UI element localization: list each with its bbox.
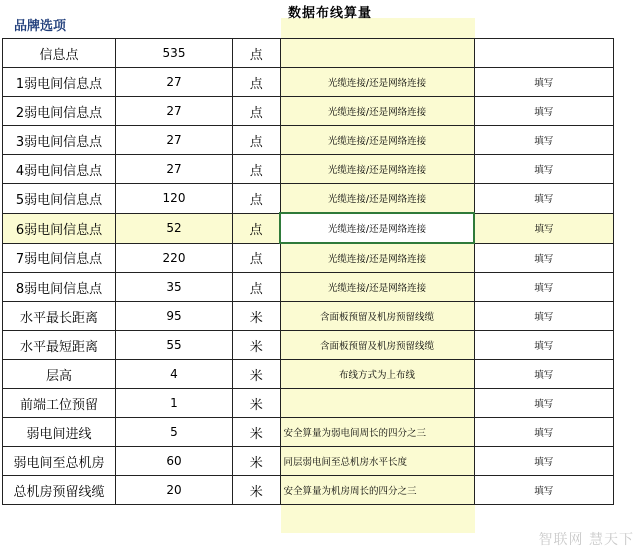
row-label[interactable]: 信息点 (3, 39, 116, 68)
row-value[interactable]: 27 (116, 97, 233, 126)
row-note[interactable]: 光缆连接/还是网络连接 (280, 273, 474, 302)
row-action[interactable]: 填写 (474, 213, 614, 243)
row-label[interactable]: 水平最短距离 (3, 331, 116, 360)
row-action[interactable]: 填写 (474, 273, 614, 302)
row-unit[interactable]: 米 (233, 418, 281, 447)
row-note[interactable]: 光缆连接/还是网络连接 (280, 155, 474, 184)
row-note[interactable]: 布线方式为上布线 (280, 360, 474, 389)
row-note[interactable]: 光缆连接/还是网络连接 (280, 126, 474, 155)
row-action[interactable]: 填写 (474, 476, 614, 505)
table-row (3, 447, 614, 476)
row-unit[interactable]: 点 (233, 213, 281, 243)
table-row (3, 126, 614, 155)
row-action[interactable]: 填写 (474, 155, 614, 184)
row-value[interactable]: 52 (116, 213, 233, 243)
row-unit[interactable]: 米 (233, 331, 281, 360)
row-value[interactable]: 27 (116, 126, 233, 155)
row-value[interactable]: 20 (116, 476, 233, 505)
row-unit[interactable]: 点 (233, 243, 281, 273)
table-row (3, 360, 614, 389)
table-row (3, 243, 614, 273)
data-table (2, 38, 614, 505)
row-note[interactable]: 同层弱电间至总机房水平长度 (280, 447, 474, 476)
watermark-text: 智联网 慧天下 (538, 532, 634, 548)
row-unit[interactable]: 点 (233, 126, 281, 155)
row-label[interactable]: 3弱电间信息点 (3, 126, 116, 155)
row-action[interactable] (474, 39, 614, 68)
table-row (3, 418, 614, 447)
sheet-title: 数据布线算量 (287, 6, 372, 21)
row-note[interactable]: 光缆连接/还是网络连接 (280, 97, 474, 126)
row-value[interactable]: 27 (116, 68, 233, 97)
table-row (3, 302, 614, 331)
row-label[interactable]: 6弱电间信息点 (3, 213, 116, 243)
row-unit[interactable]: 点 (233, 97, 281, 126)
row-note[interactable]: 含面板预留及机房预留线缆 (280, 302, 474, 331)
row-label[interactable]: 弱电间至总机房 (3, 447, 116, 476)
row-value[interactable]: 55 (116, 331, 233, 360)
row-label[interactable]: 7弱电间信息点 (3, 243, 116, 273)
table-row-selected (3, 213, 614, 243)
row-note[interactable]: 含面板预留及机房预留线缆 (280, 331, 474, 360)
row-note[interactable] (280, 389, 474, 418)
row-unit[interactable]: 点 (233, 155, 281, 184)
row-label[interactable]: 总机房预留线缆 (3, 476, 116, 505)
row-note[interactable] (280, 39, 474, 68)
row-label[interactable]: 水平最长距离 (3, 302, 116, 331)
row-value[interactable]: 4 (116, 360, 233, 389)
row-note[interactable]: 光缆连接/还是网络连接 (280, 184, 474, 214)
row-label[interactable]: 2弱电间信息点 (3, 97, 116, 126)
row-note[interactable]: 光缆连接/还是网络连接 (280, 68, 474, 97)
row-value[interactable]: 120 (116, 184, 233, 214)
row-value[interactable]: 27 (116, 155, 233, 184)
row-action[interactable]: 填写 (474, 331, 614, 360)
row-note[interactable]: 安全算量为弱电间周长的四分之三 (280, 418, 474, 447)
row-label[interactable]: 前端工位预留 (3, 389, 116, 418)
selected-cell[interactable]: 光缆连接/还是网络连接 (280, 213, 474, 243)
row-value[interactable]: 95 (116, 302, 233, 331)
row-label[interactable]: 1弱电间信息点 (3, 68, 116, 97)
row-unit[interactable]: 点 (233, 273, 281, 302)
row-unit[interactable]: 米 (233, 476, 281, 505)
row-label[interactable]: 4弱电间信息点 (3, 155, 116, 184)
row-label[interactable]: 弱电间进线 (3, 418, 116, 447)
row-unit[interactable]: 米 (233, 302, 281, 331)
table-row (3, 273, 614, 302)
row-value[interactable]: 60 (116, 447, 233, 476)
row-action[interactable]: 填写 (474, 184, 614, 214)
row-label[interactable]: 层高 (3, 360, 116, 389)
row-value[interactable]: 35 (116, 273, 233, 302)
row-action[interactable]: 填写 (474, 360, 614, 389)
table-row (3, 68, 614, 97)
row-value[interactable]: 5 (116, 418, 233, 447)
row-action[interactable]: 填写 (474, 126, 614, 155)
row-action[interactable]: 填写 (474, 302, 614, 331)
row-action[interactable]: 填写 (474, 97, 614, 126)
brand-options-label: 品牌选项 (14, 19, 67, 34)
row-value[interactable]: 220 (116, 243, 233, 273)
row-action[interactable]: 填写 (474, 243, 614, 273)
table-row (3, 331, 614, 360)
row-label[interactable]: 5弱电间信息点 (3, 184, 116, 214)
row-value[interactable]: 535 (116, 39, 233, 68)
table-row (3, 97, 614, 126)
row-unit[interactable]: 米 (233, 360, 281, 389)
row-action[interactable]: 填写 (474, 389, 614, 418)
row-unit[interactable]: 点 (233, 68, 281, 97)
table-row (3, 155, 614, 184)
table-row (3, 39, 614, 68)
table-row (3, 184, 614, 214)
table-row (3, 476, 614, 505)
row-label[interactable]: 8弱电间信息点 (3, 273, 116, 302)
row-value[interactable]: 1 (116, 389, 233, 418)
row-unit[interactable]: 米 (233, 389, 281, 418)
row-unit[interactable]: 米 (233, 447, 281, 476)
row-note[interactable]: 安全算量为机房周长的四分之三 (280, 476, 474, 505)
row-unit[interactable]: 点 (233, 39, 281, 68)
row-action[interactable]: 填写 (474, 68, 614, 97)
table-row (3, 389, 614, 418)
row-note[interactable]: 光缆连接/还是网络连接 (280, 243, 474, 273)
row-unit[interactable]: 点 (233, 184, 281, 214)
row-action[interactable]: 填写 (474, 447, 614, 476)
row-action[interactable]: 填写 (474, 418, 614, 447)
